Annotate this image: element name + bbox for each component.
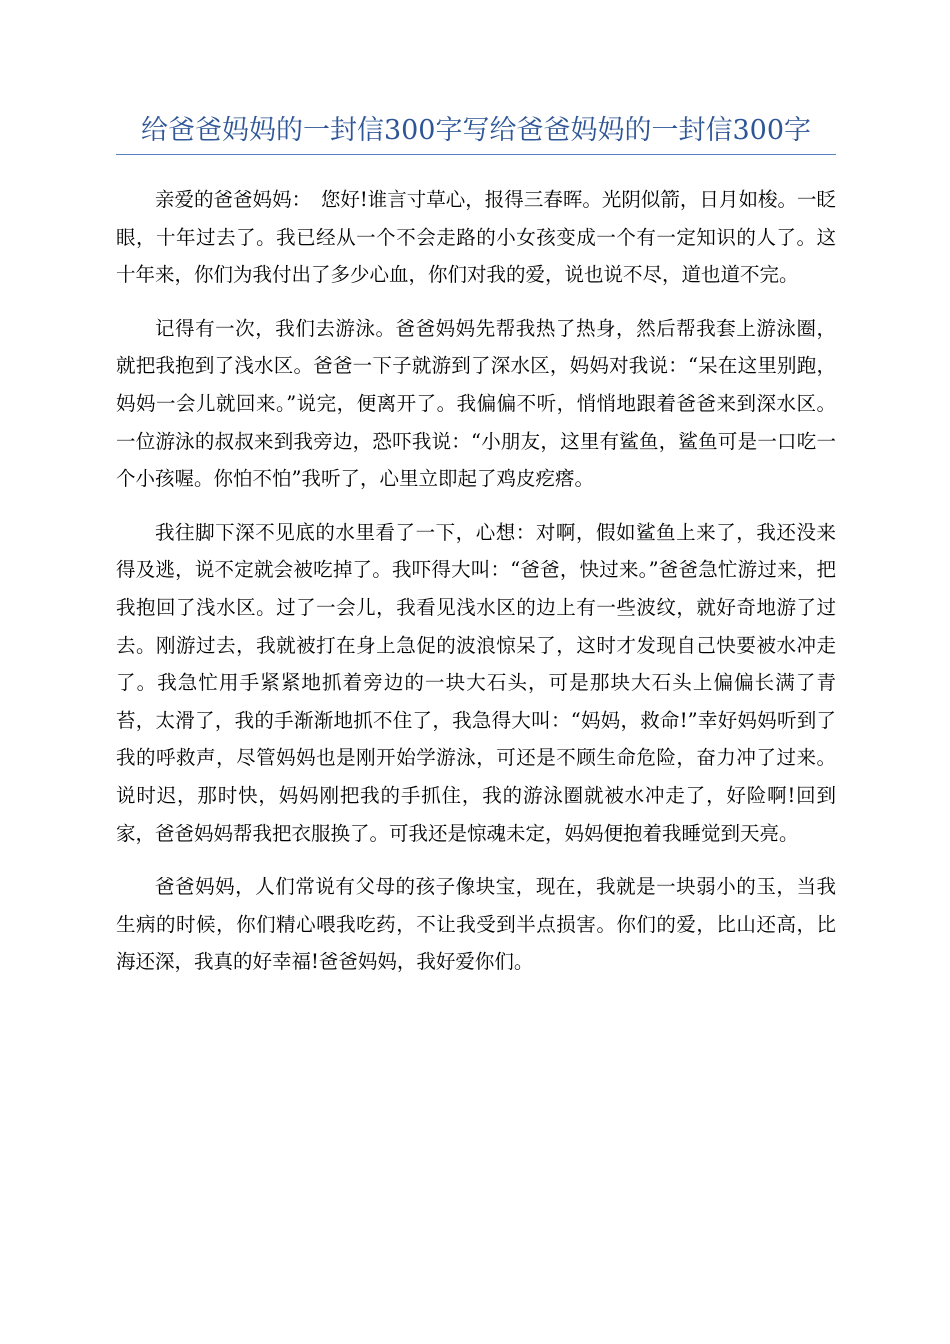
- paragraph-2: 记得有一次，我们去游泳。爸爸妈妈先帮我热了热身，然后帮我套上游泳圈，就把我抱到了浅水区。爸爸一下子就游到了深水区，妈妈对我说：“呆在这里别跑，妈妈一会儿就回来。”说完，便离开了。我偏偏不听，悄悄地跟着爸爸来到深水区。一位游泳的叔叔来到我旁边，恐吓我说：“小朋友，这里有鲨鱼，鲨鱼可是一口吃一个小孩喔。你怕不怕”我听了，心里立即起了鸡皮疙瘩。: [116, 316, 836, 491]
- document-page: [116, 112, 836, 997]
- paragraph-3: 我往脚下深不见底的水里看了一下，心想：对啊，假如鲨鱼上来了，我还没来得及逃，说不定就会被吃掉了。我吓得大叫：“爸爸，快过来。”爸爸急忙游过来，把我抱回了浅水区。过了一会儿，我看见浅水区的边上有一些波纹，就好奇地游了过去。刚游过去，我就被打在身上急促的波浪惊呆了，这时才发现自己快要被水冲走了。我急忙用手紧紧地抓着旁边的一块大石头，可是那块大石头上偏偏长满了青苔，太滑了，我的手渐渐地抓不住了，我急得大叫：“妈妈，救命!”幸好妈妈听到了我的呼救声，尽管妈妈也是刚开始学游泳，可还是不顾生命危险，奋力冲了过来。说时迟，那时快，妈妈刚把我的手抓住，我的游泳圈就被水冲走了，好险啊!回到家，爸爸妈妈帮我把衣服换了。可我还是惊魂未定，妈妈便抱着我睡觉到天亮。: [116, 520, 836, 845]
- document-body: [116, 181, 836, 981]
- paragraph-1: 亲爱的爸爸妈妈： 您好!谁言寸草心，报得三春晖。光阴似箭，日月如梭。一眨眼，十年过去了。我已经从一个不会走路的小女孩变成一个有一定知识的人了。这十年来，你们为我付出了多少心血，你们对我的爱，说也说不尽，道也道不完。: [116, 188, 836, 287]
- paragraph-4: 爸爸妈妈，人们常说有父母的孩子像块宝，现在，我就是一块弱小的玉，当我生病的时候，你们精心喂我吃药，不让我受到半点损害。你们的爱，比山还高，比海还深，我真的好幸福!爸爸妈妈，我好爱你们。: [116, 875, 836, 974]
- document-title: 给爸爸妈妈的一封信300字写给爸爸妈妈的一封信300字: [116, 112, 836, 155]
